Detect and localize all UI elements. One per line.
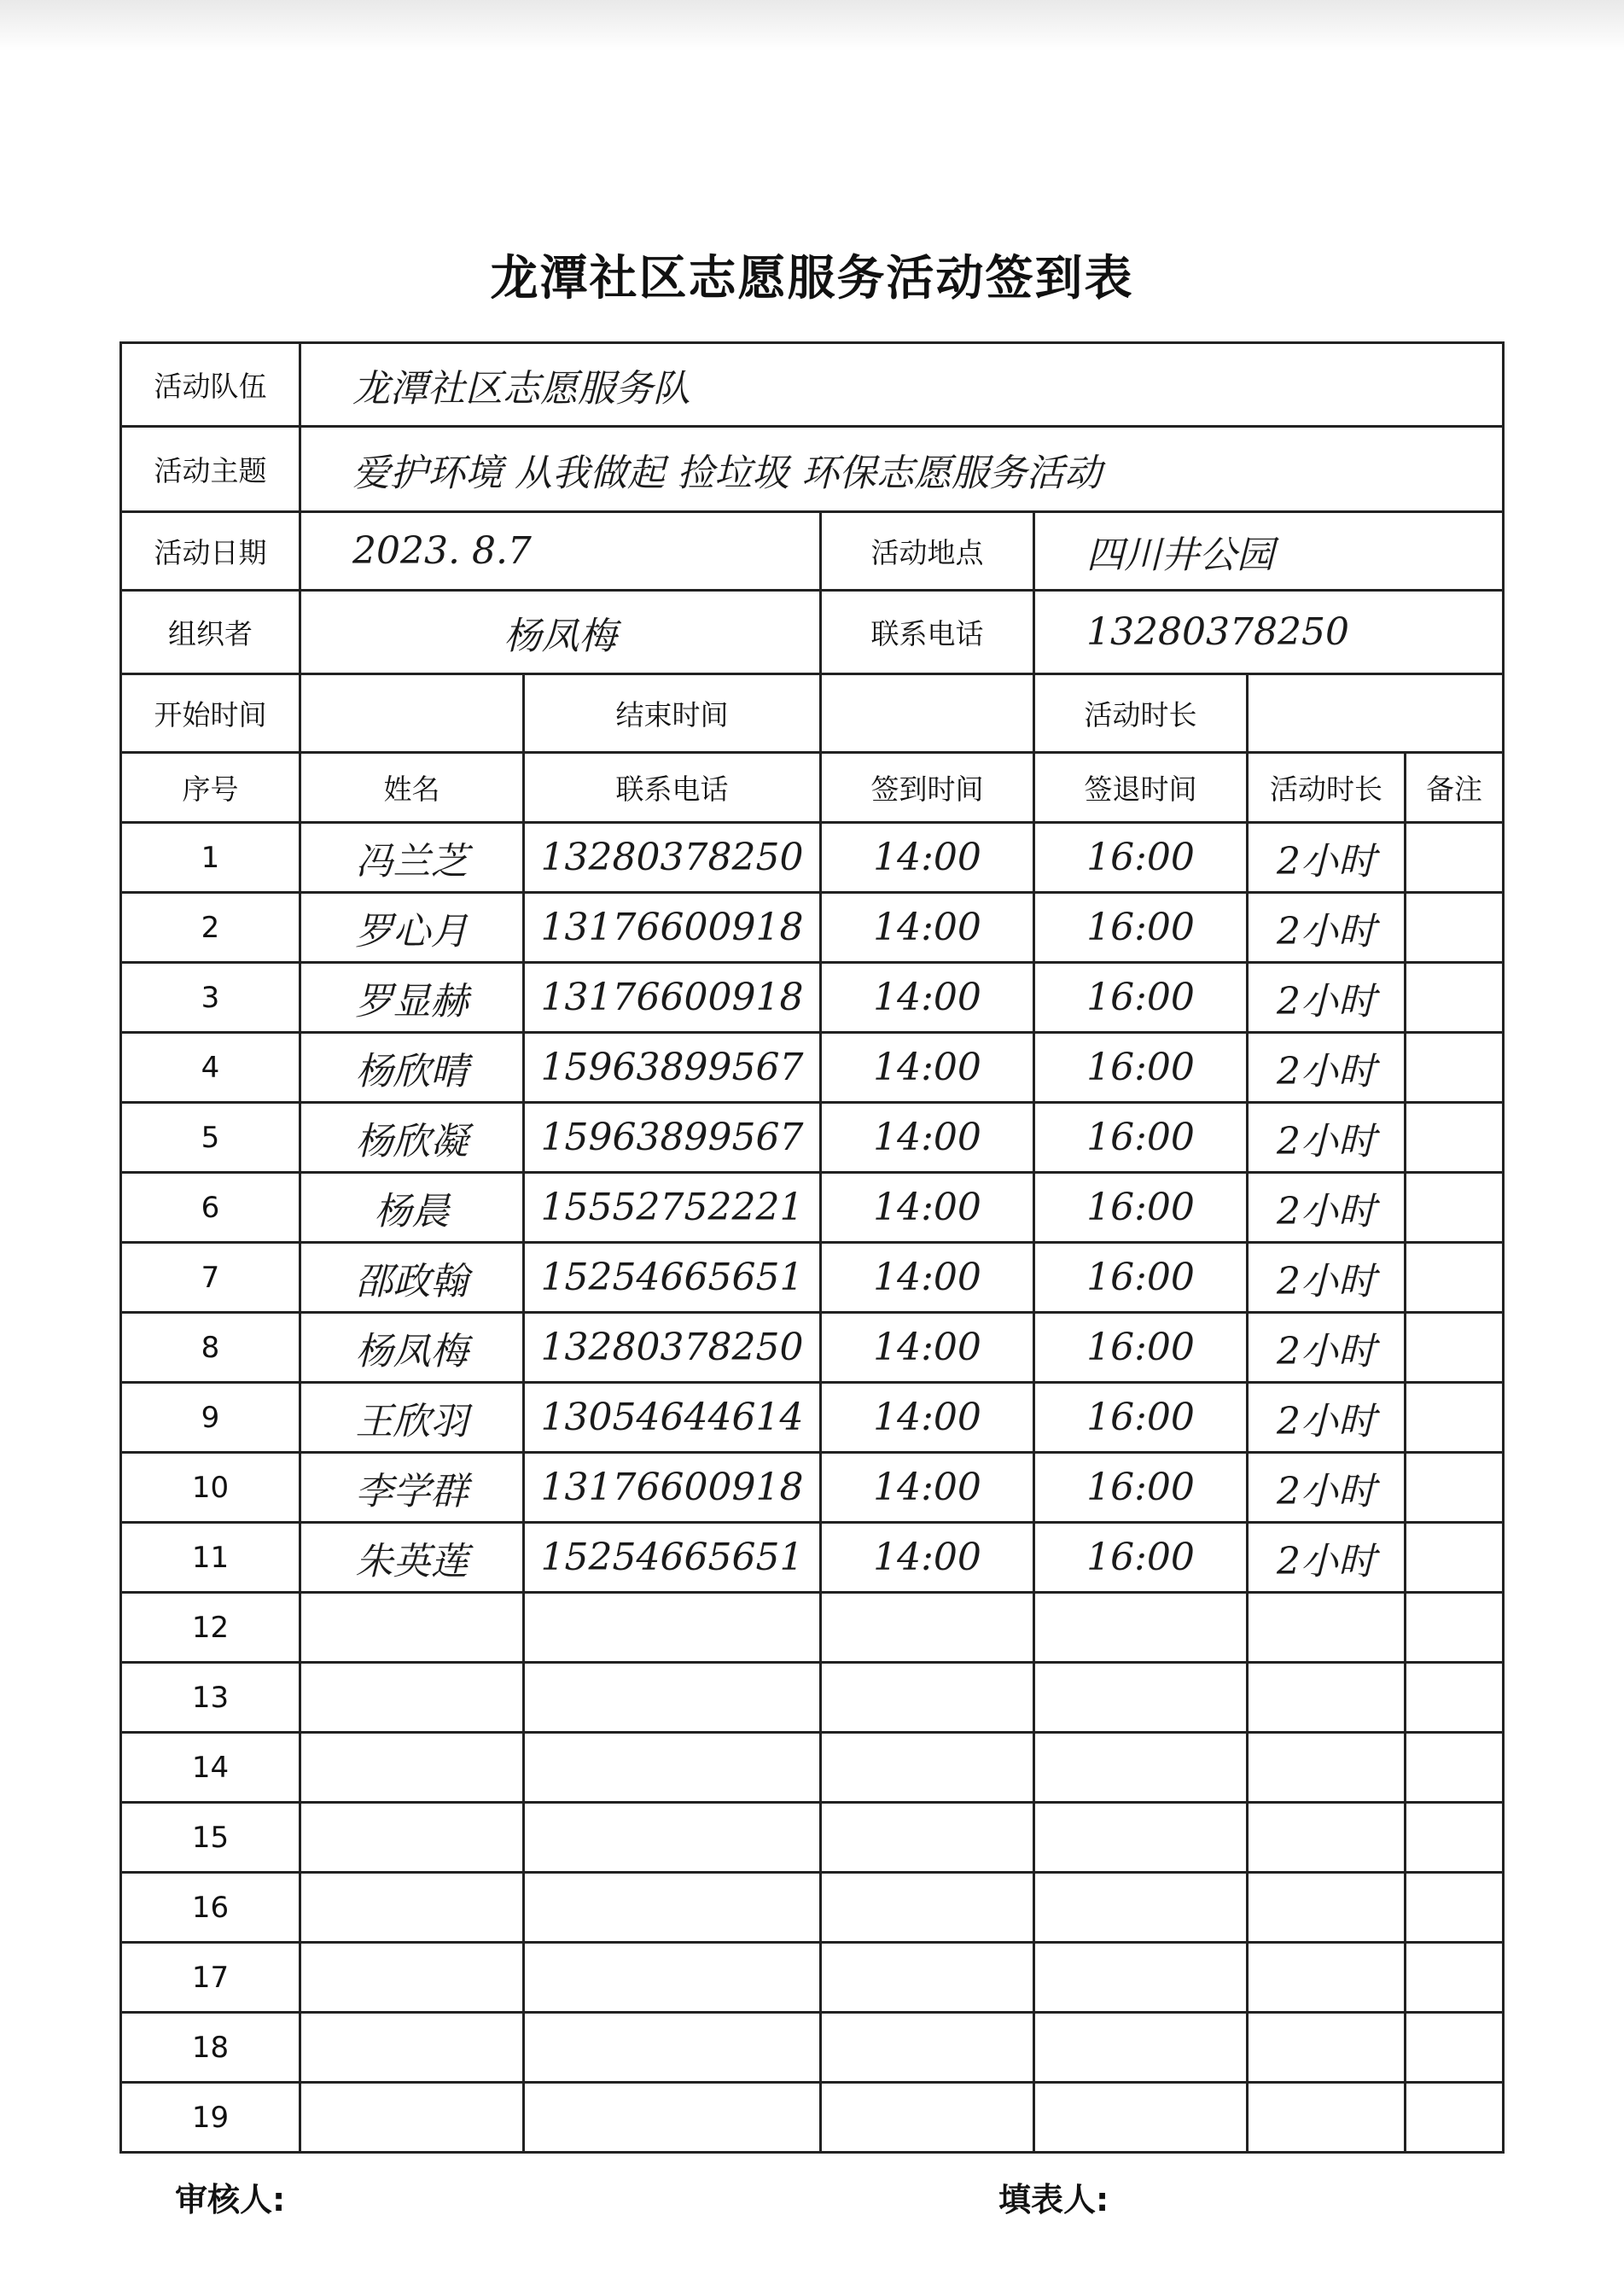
row-checkin: 14:00 (821, 893, 1034, 963)
row-phone (524, 1943, 821, 2013)
table-row (121, 963, 1504, 1033)
row-phone: 15963899567 (524, 1033, 821, 1103)
row-number: 9 (121, 1383, 300, 1453)
row-checkin: 14:00 (821, 1103, 1034, 1173)
table-row (121, 1943, 1504, 2013)
row-note (1406, 1663, 1504, 1733)
row-duration: 2小时 (1248, 1103, 1406, 1173)
row-duration (1248, 2083, 1406, 2153)
table-row (121, 1593, 1504, 1663)
row-checkin (821, 2083, 1034, 2153)
row-checkout: 16:00 (1034, 1523, 1248, 1593)
row-checkout: 16:00 (1034, 1103, 1248, 1173)
row-note (1406, 1103, 1504, 1173)
row-checkout (1034, 1733, 1248, 1803)
row-phone (524, 1733, 821, 1803)
table-row (121, 1733, 1504, 1803)
row-name: 邵政翰 (300, 1243, 524, 1313)
row-name (300, 1803, 524, 1873)
row-note (1406, 1593, 1504, 1663)
row-checkin: 14:00 (821, 1523, 1034, 1593)
row-note (1406, 963, 1504, 1033)
table-row (121, 893, 1504, 963)
row-name (300, 2083, 524, 2153)
row-name: 朱英莲 (300, 1523, 524, 1593)
col-header-checkin: 签到时间 (821, 753, 1034, 823)
table-row (121, 1523, 1504, 1593)
row-phone: 15254665651 (524, 1243, 821, 1313)
row-duration: 2小时 (1248, 1383, 1406, 1453)
row-name: 冯兰芝 (300, 823, 524, 893)
row-checkout: 16:00 (1034, 963, 1248, 1033)
row-checkin: 14:00 (821, 1173, 1034, 1243)
row-note (1406, 1453, 1504, 1523)
row-number: 4 (121, 1033, 300, 1103)
row-duration: 2小时 (1248, 1523, 1406, 1593)
col-header-checkout: 签退时间 (1034, 753, 1248, 823)
row-number: 16 (121, 1873, 300, 1943)
row-number: 2 (121, 893, 300, 963)
start-time-value (300, 674, 524, 753)
duration-label: 活动时长 (1034, 674, 1248, 753)
table-row (121, 1873, 1504, 1943)
row-phone: 13176600918 (524, 1453, 821, 1523)
row-duration (1248, 1803, 1406, 1873)
row-checkin (821, 1803, 1034, 1873)
row-phone (524, 1803, 821, 1873)
row-number: 1 (121, 823, 300, 893)
row-name (300, 1873, 524, 1943)
table-row (121, 1243, 1504, 1313)
page-title: 龙潭社区志愿服务活动签到表 (490, 251, 1134, 306)
organizer-value: 杨凤梅 (300, 591, 821, 674)
organizer-label: 组织者 (121, 591, 300, 674)
date-value: 2023. 8.7 (300, 512, 821, 591)
col-header-duration: 活动时长 (1248, 753, 1406, 823)
phone-label: 联系电话 (821, 591, 1034, 674)
row-checkin: 14:00 (821, 1313, 1034, 1383)
col-header-no: 序号 (121, 753, 300, 823)
row-name (300, 1733, 524, 1803)
row-name: 杨晨 (300, 1173, 524, 1243)
team-row (121, 343, 1504, 427)
row-phone: 13280378250 (524, 823, 821, 893)
row-duration: 2小时 (1248, 963, 1406, 1033)
row-name: 杨欣凝 (300, 1103, 524, 1173)
table-row (121, 2083, 1504, 2153)
row-duration: 2小时 (1248, 1313, 1406, 1383)
row-note (1406, 1033, 1504, 1103)
row-duration (1248, 1593, 1406, 1663)
row-checkin: 14:00 (821, 1383, 1034, 1453)
row-number: 3 (121, 963, 300, 1033)
row-checkout: 16:00 (1034, 1313, 1248, 1383)
row-checkin (821, 1943, 1034, 2013)
row-duration: 2小时 (1248, 823, 1406, 893)
scan-shadow (0, 0, 1624, 51)
row-checkout (1034, 1873, 1248, 1943)
organizer-phone-value: 13280378250 (1034, 591, 1504, 674)
row-phone: 15963899567 (524, 1103, 821, 1173)
row-checkout: 16:00 (1034, 1383, 1248, 1453)
row-phone: 15552752221 (524, 1173, 821, 1243)
row-note (1406, 1523, 1504, 1593)
row-checkout: 16:00 (1034, 1243, 1248, 1313)
row-note (1406, 1733, 1504, 1803)
row-note (1406, 893, 1504, 963)
row-note (1406, 1313, 1504, 1383)
theme-value: 爱护环境 从我做起 捡垃圾 环保志愿服务活动 (300, 427, 1504, 512)
row-note (1406, 1803, 1504, 1873)
row-checkout (1034, 2083, 1248, 2153)
table-row (121, 823, 1504, 893)
row-duration (1248, 1873, 1406, 1943)
row-name: 罗显赫 (300, 963, 524, 1033)
row-phone (524, 2083, 821, 2153)
row-checkin (821, 1663, 1034, 1733)
row-checkout (1034, 2013, 1248, 2083)
row-number: 11 (121, 1523, 300, 1593)
theme-row (121, 427, 1504, 512)
table-row (121, 1803, 1504, 1873)
row-number: 5 (121, 1103, 300, 1173)
row-checkout (1034, 1943, 1248, 2013)
row-checkout (1034, 1593, 1248, 1663)
table-row (121, 1313, 1504, 1383)
row-duration: 2小时 (1248, 1033, 1406, 1103)
row-note (1406, 1243, 1504, 1313)
date-row (121, 512, 1504, 591)
row-phone (524, 1873, 821, 1943)
row-name (300, 1593, 524, 1663)
row-checkin: 14:00 (821, 1453, 1034, 1523)
row-note (1406, 1943, 1504, 2013)
row-checkout: 16:00 (1034, 1173, 1248, 1243)
row-name: 杨凤梅 (300, 1313, 524, 1383)
end-time-value (821, 674, 1034, 753)
row-checkin: 14:00 (821, 823, 1034, 893)
team-value: 龙潭社区志愿服务队 (300, 343, 1504, 427)
row-duration: 2小时 (1248, 1453, 1406, 1523)
table-row (121, 2013, 1504, 2083)
row-note (1406, 2083, 1504, 2153)
table-row (121, 1033, 1504, 1103)
row-number: 13 (121, 1663, 300, 1733)
theme-label: 活动主题 (121, 427, 300, 512)
table-row (121, 1383, 1504, 1453)
row-number: 15 (121, 1803, 300, 1873)
row-name (300, 2013, 524, 2083)
row-name (300, 1663, 524, 1733)
row-number: 6 (121, 1173, 300, 1243)
row-checkout: 16:00 (1034, 893, 1248, 963)
row-phone: 13280378250 (524, 1313, 821, 1383)
row-name: 罗心月 (300, 893, 524, 963)
row-duration: 2小时 (1248, 1243, 1406, 1313)
row-duration (1248, 2013, 1406, 2083)
row-checkin (821, 2013, 1034, 2083)
row-number: 7 (121, 1243, 300, 1313)
row-phone: 15254665651 (524, 1523, 821, 1593)
row-duration (1248, 1663, 1406, 1733)
place-value: 四川井公园 (1034, 512, 1504, 591)
table-row (121, 1453, 1504, 1523)
row-duration (1248, 1733, 1406, 1803)
row-checkin (821, 1593, 1034, 1663)
row-number: 17 (121, 1943, 300, 2013)
col-header-note: 备注 (1406, 753, 1504, 823)
duration-value (1248, 674, 1504, 753)
row-note (1406, 2013, 1504, 2083)
col-header-phone: 联系电话 (524, 753, 821, 823)
row-checkin: 14:00 (821, 1033, 1034, 1103)
row-duration (1248, 1943, 1406, 2013)
row-note (1406, 1873, 1504, 1943)
row-phone (524, 1593, 821, 1663)
row-name: 王欣羽 (300, 1383, 524, 1453)
row-phone: 13176600918 (524, 893, 821, 963)
start-time-label: 开始时间 (121, 674, 300, 753)
row-phone: 13054644614 (524, 1383, 821, 1453)
table-row (121, 1173, 1504, 1243)
row-phone: 13176600918 (524, 963, 821, 1033)
row-duration: 2小时 (1248, 893, 1406, 963)
row-name (300, 1943, 524, 2013)
row-name: 杨欣晴 (300, 1033, 524, 1103)
row-checkout: 16:00 (1034, 1453, 1248, 1523)
table-row (121, 1663, 1504, 1733)
reviewer-label: 审核人: (175, 2181, 286, 2218)
row-number: 8 (121, 1313, 300, 1383)
col-header-name: 姓名 (300, 753, 524, 823)
row-number: 12 (121, 1593, 300, 1663)
row-note (1406, 1383, 1504, 1453)
row-checkin: 14:00 (821, 1243, 1034, 1313)
row-phone (524, 1663, 821, 1733)
row-name: 李学群 (300, 1453, 524, 1523)
row-number: 18 (121, 2013, 300, 2083)
row-checkin: 14:00 (821, 963, 1034, 1033)
place-label: 活动地点 (821, 512, 1034, 591)
row-number: 19 (121, 2083, 300, 2153)
row-checkout: 16:00 (1034, 1033, 1248, 1103)
row-note (1406, 823, 1504, 893)
row-number: 10 (121, 1453, 300, 1523)
column-header-row (121, 753, 1504, 823)
row-checkout (1034, 1663, 1248, 1733)
organizer-row (121, 591, 1504, 674)
row-checkout (1034, 1803, 1248, 1873)
date-label: 活动日期 (121, 512, 300, 591)
row-checkout: 16:00 (1034, 823, 1248, 893)
team-label: 活动队伍 (121, 343, 300, 427)
row-phone (524, 2013, 821, 2083)
sign-in-table (119, 341, 1505, 2154)
row-checkin (821, 1873, 1034, 1943)
table-row (121, 1103, 1504, 1173)
filler-label: 填表人: (998, 2181, 1109, 2218)
row-duration: 2小时 (1248, 1173, 1406, 1243)
row-checkin (821, 1733, 1034, 1803)
row-note (1406, 1173, 1504, 1243)
time-row (121, 674, 1504, 753)
row-number: 14 (121, 1733, 300, 1803)
end-time-label: 结束时间 (524, 674, 821, 753)
